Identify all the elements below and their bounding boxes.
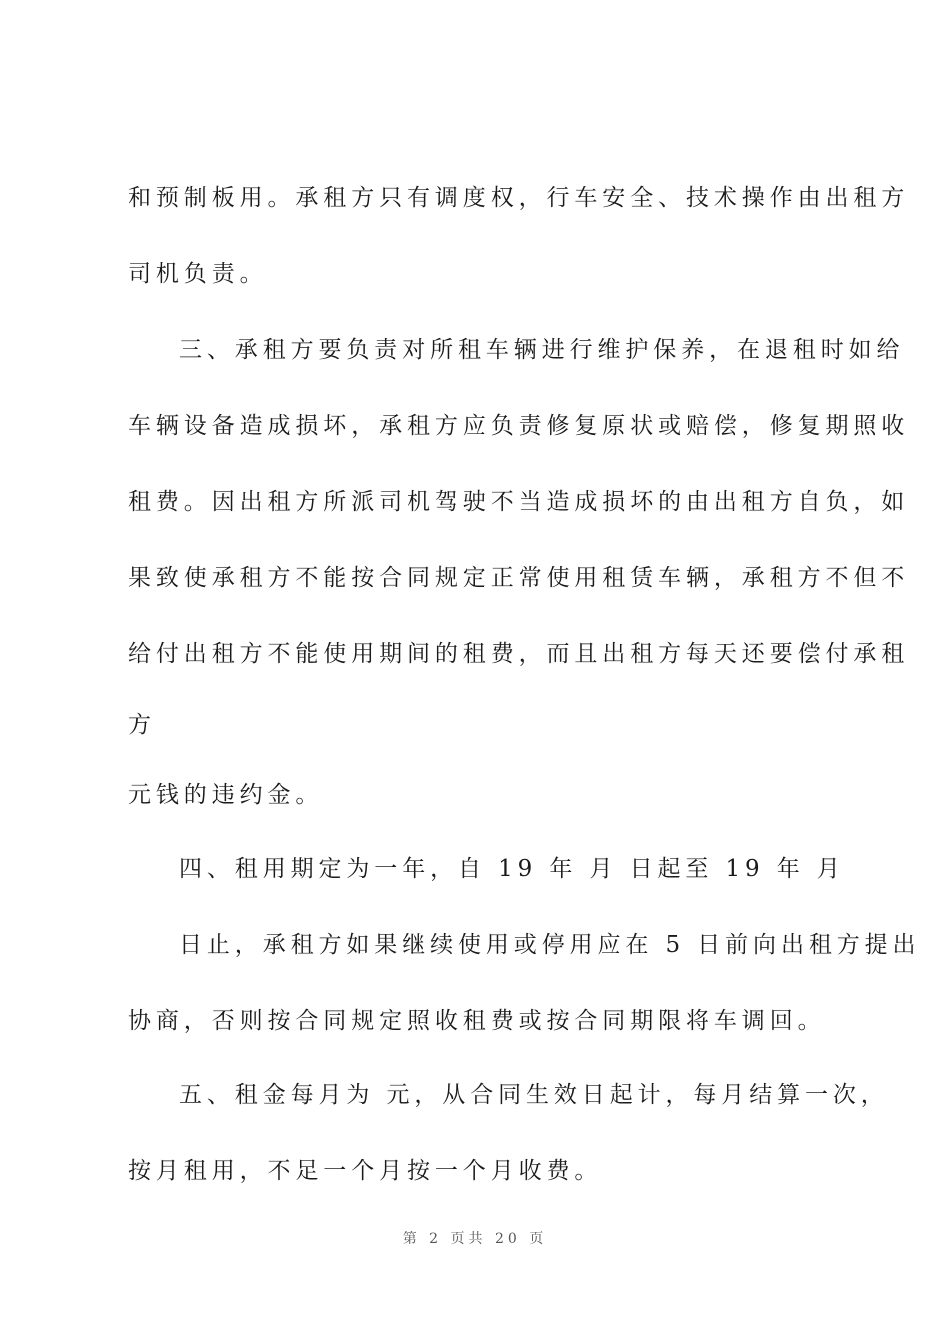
text-line: 果致使承租方不能按合同规定正常使用租赁车辆，承租方不但不 (128, 565, 910, 591)
text-line: 协商，否则按合同规定照收租费或按合同期限将车调回。 (128, 1008, 826, 1034)
paragraph-four-start: 四、租用期定为一年，自 19 年 月 日起至 19 年 月 (179, 856, 845, 882)
paragraph-five-start: 五、租金每月为 元，从合同生效日起计，每月结算一次， (179, 1082, 889, 1108)
text-line: 车辆设备造成损坏，承租方应负责修复原状或赔偿，修复期照收 (128, 413, 910, 439)
page-number-footer: 第 2 页共 20 页 (402, 1231, 548, 1247)
text-line: 和预制板用。承租方只有调度权，行车安全、技术操作由出租方 (128, 185, 910, 211)
text-line: 按月租用，不足一个月按一个月收费。 (128, 1158, 603, 1184)
text-line: 司机负责。 (128, 261, 268, 287)
text-line: 方 (128, 712, 156, 738)
text-line: 日止，承租方如果继续使用或停用应在 5 日前向出租方提出 (179, 932, 921, 958)
paragraph-three-start: 三、承租方要负责对所租车辆进行维护保养，在退租时如给 (179, 337, 905, 363)
text-line: 元钱的违约金。 (128, 782, 324, 808)
text-line: 给付出租方不能使用期间的租费，而且出租方每天还要偿付承租 (128, 641, 910, 667)
text-line: 租费。因出租方所派司机驾驶不当造成损坏的由出租方自负，如 (128, 489, 910, 515)
